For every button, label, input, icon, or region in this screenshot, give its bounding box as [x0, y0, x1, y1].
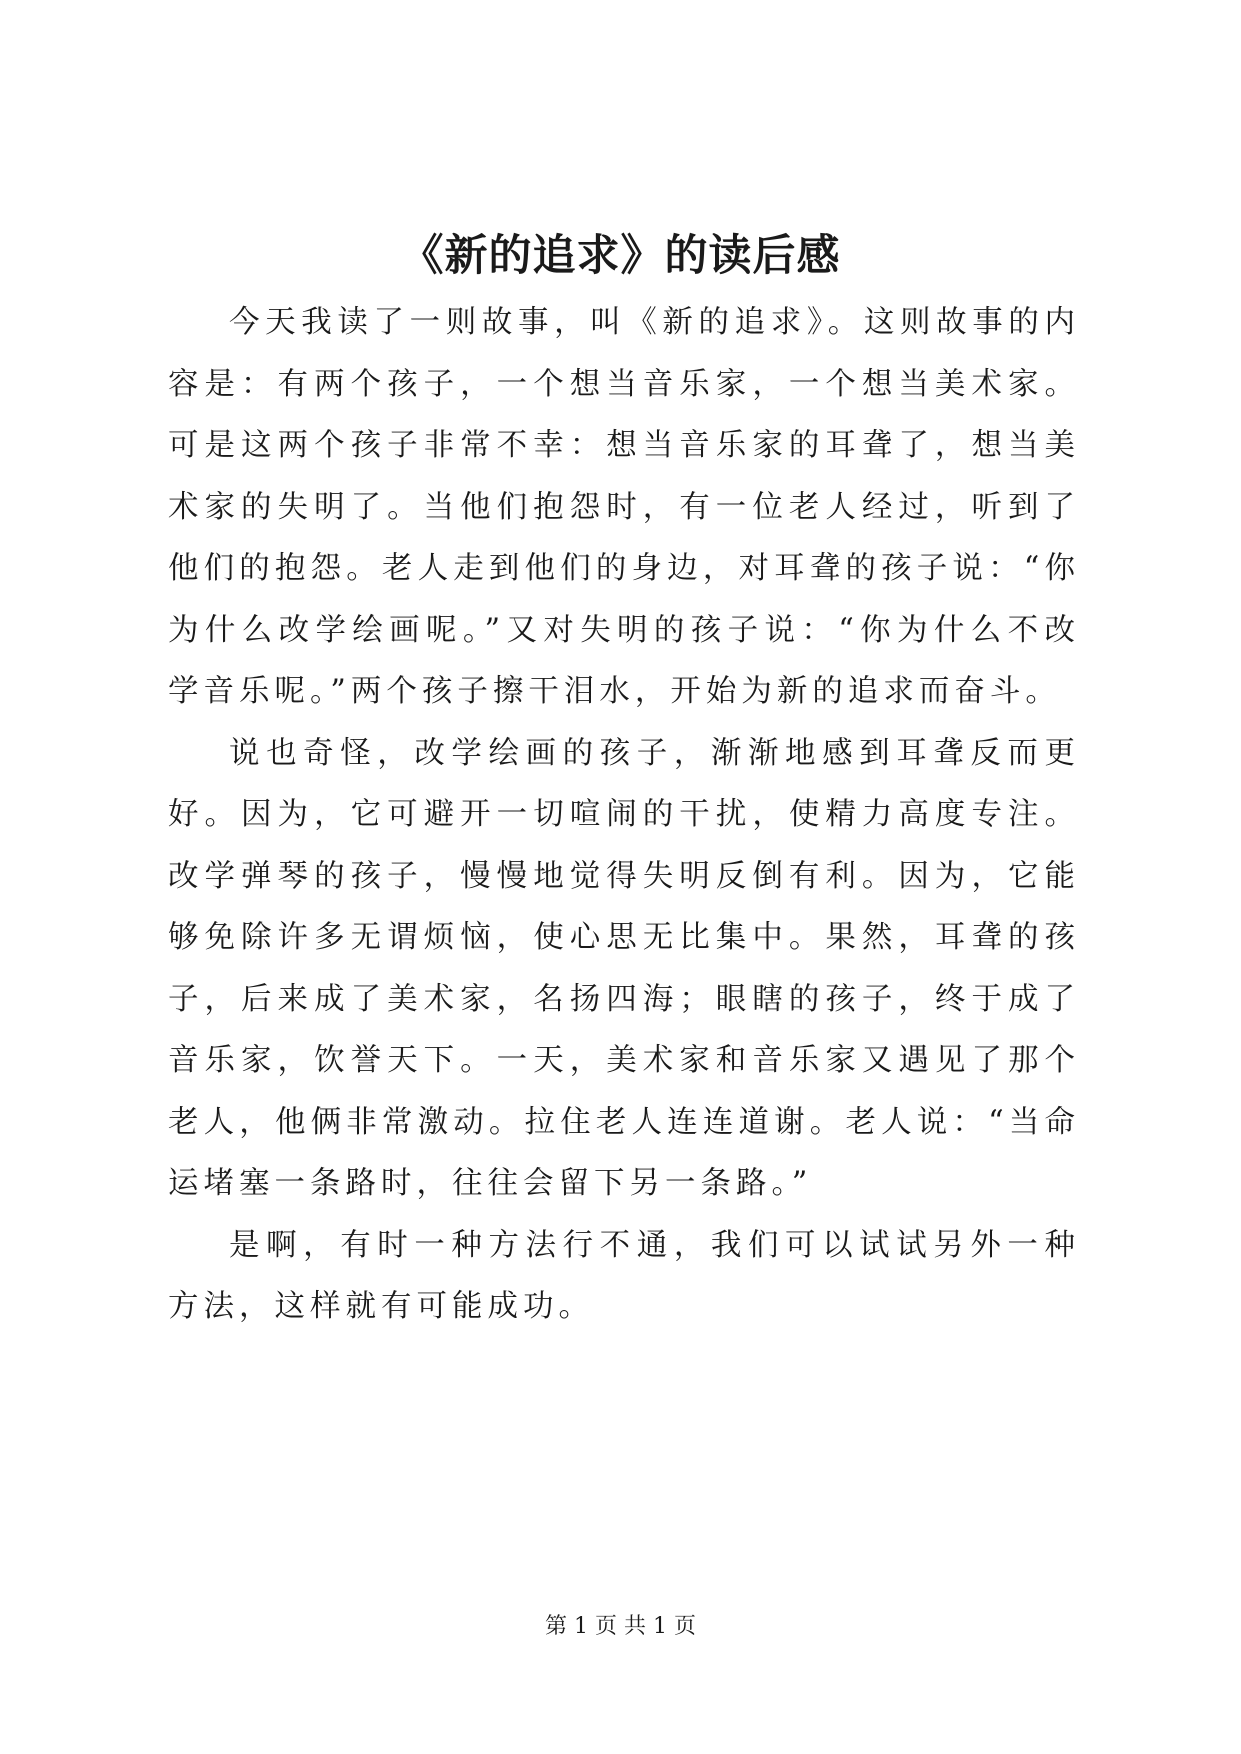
page-footer: 第 1 页 共 1 页 [545, 1614, 696, 1639]
paragraph-3: 是啊，有时一种方法行不通，我们可以试试另外一种方法，这样就有可能成功。 [168, 1227, 1080, 1324]
paragraph-1: 今天我读了一则故事，叫《新的追求》。这则故事的内容是：有两个孩子，一个想当音乐家，一个想当美术家。可是这两个孩子非常不幸：想当音乐家的耳聋了，想当美术家的失明了。当他们抱怨时，有一位老人经过，听到了他们的抱怨。老人走到他们的身边，对耳聋的孩子说：“你为什么改学绘画呢。”又对失明的孩子说：“你为什么不改学音乐呢。”两个孩子擦干泪水，开始为新的追求而奋斗。 [168, 305, 1080, 709]
document-title: 《新的追求》的读后感 [400, 231, 841, 281]
paragraph-2: 说也奇怪，改学绘画的孩子，渐渐地感到耳聋反而更好。因为，它可避开一切喧闹的干扰，使精力高度专注。改学弹琴的孩子，慢慢地觉得失明反倒有利。因为，它能够免除许多无谓烦恼，使心思无比集中。果然，耳聋的孩子，后来成了美术家，名扬四海；眼瞎的孩子，终于成了音乐家，饮誉天下。一天，美术家和音乐家又遇见了那个老人，他俩非常激动。拉住老人连连道谢。老人说：“当命运堵塞一条路时，往往会留下另一条路。” [168, 735, 1080, 1201]
document-body [168, 292, 1080, 1338]
